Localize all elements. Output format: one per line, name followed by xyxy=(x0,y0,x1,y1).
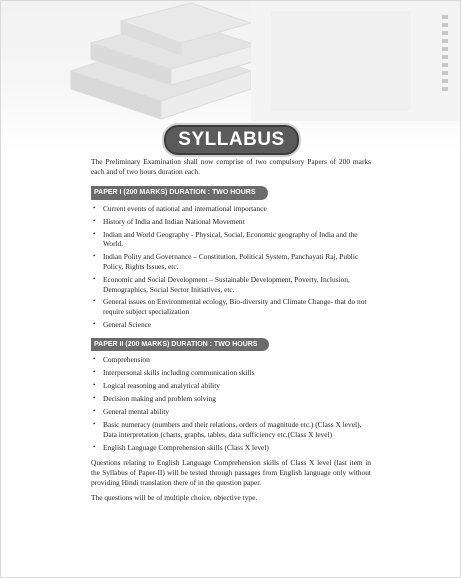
decorative-dashes xyxy=(442,15,448,105)
question-type-note: The questions will be of multiple choice, objective type. xyxy=(91,493,258,503)
list-item: • Decision making and problem solving xyxy=(93,394,216,404)
page-title: SYLLABUS xyxy=(164,125,298,155)
list-item: • Indian and World Geography - Physical, Social, Economic geography of India and the World. xyxy=(93,229,358,249)
bullet-icon: • xyxy=(93,368,96,377)
paper2-heading: PAPER II (200 MARKS) DURATION : TWO HOURS xyxy=(91,338,269,352)
list-item: • History of India and Indian National Movement xyxy=(93,216,245,226)
bullet-icon: • xyxy=(93,203,96,212)
title-container xyxy=(1,125,461,155)
list-item: • English Language Comprehension skills (Class X level) xyxy=(93,442,269,452)
list-item: • Economic and Social Development – Sustainable Development, Poverty, Inclusion, Demographics, Social Sector Initiatives, etc. xyxy=(93,274,350,294)
paper1-list xyxy=(91,204,371,330)
list-item: • Comprehension xyxy=(93,355,150,365)
list-item: • Indian Polity and Governance – Constitution, Political System, Panchayati Raj, Public Policy, Rights Issues, etc. xyxy=(93,252,359,271)
list-item: • General mental ability xyxy=(93,407,170,417)
english-note-paragraph: Questions relating to English Language Comprehension skills of Class X level (last item in the Syllabus of Paper-II) will be tested through passages from English language only without providing Hindi translation there of in the question paper. xyxy=(91,458,371,487)
list-item: • Logical reasoning and analytical ability xyxy=(93,381,220,391)
paper2-list xyxy=(91,355,371,452)
bullet-icon: • xyxy=(93,442,96,451)
bullet-icon: • xyxy=(93,394,96,403)
list-item: • Current events of national and international importance xyxy=(93,203,267,213)
bullet-icon: • xyxy=(93,320,96,329)
bullet-icon: • xyxy=(93,407,96,416)
list-item: • General Science xyxy=(93,320,152,330)
bullet-icon: • xyxy=(93,420,96,429)
bullet-icon: • xyxy=(93,381,96,390)
bullet-icon: • xyxy=(93,274,96,283)
bullet-icon: • xyxy=(93,229,96,238)
list-item: • Interpersonal skills including communication skills xyxy=(93,368,255,378)
bullet-icon: • xyxy=(93,355,96,364)
list-item: • Basic numeracy (numbers and their relations, orders of magnitude etc.) (Class X level), Data interpretation (charts, graphs, tables, data sufficiency etc.(Class X level) xyxy=(93,420,362,439)
syllabus-content xyxy=(91,157,371,503)
list-item: • General issues on Environmental ecology, Bio-diversity and Climate Change- that do not require subject specialization xyxy=(93,297,367,317)
paper1-heading: PAPER I (200 MARKS) DURATION : TWO HOURS xyxy=(91,186,268,200)
bullet-icon: • xyxy=(93,252,96,261)
intro-paragraph: The Preliminary Examination shall now comprise of two compulsory Papers of 200 marks each and of two hours duration each. xyxy=(91,157,371,176)
bullet-icon: • xyxy=(93,216,96,225)
bullet-icon: • xyxy=(93,297,96,306)
